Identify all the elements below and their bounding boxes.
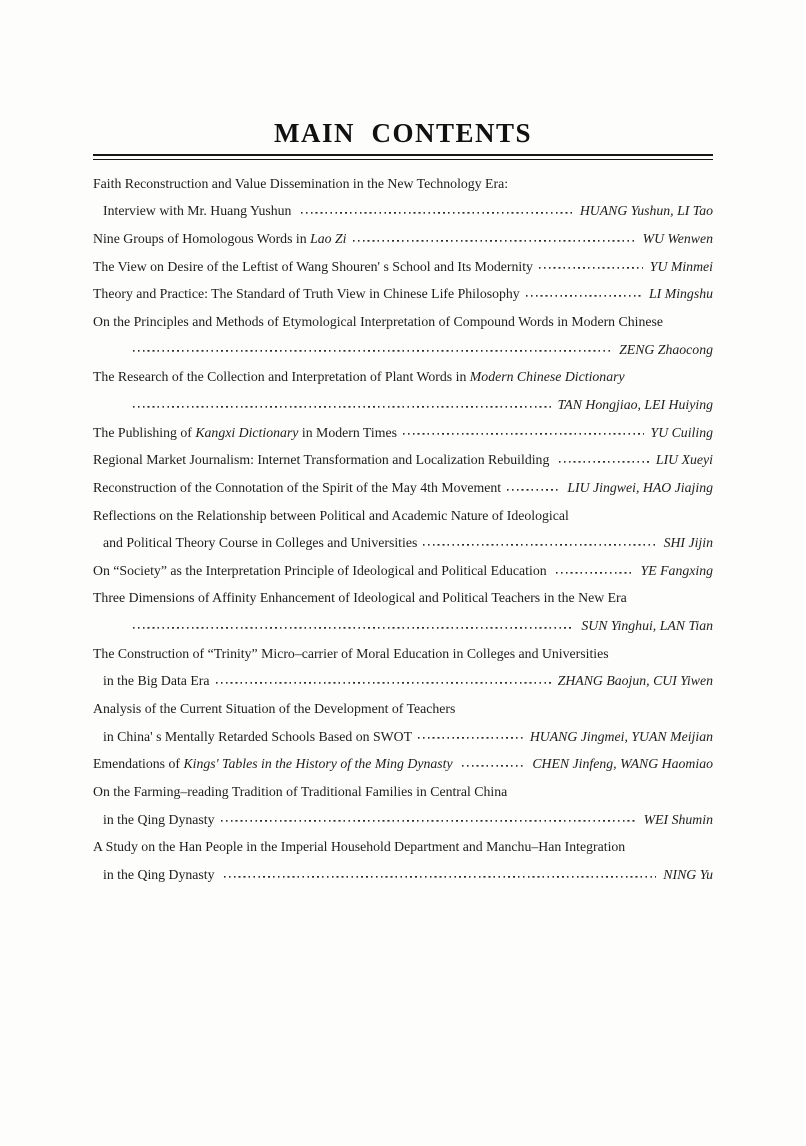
dotted-leader — [507, 474, 560, 502]
toc-entry-title-text: A Study on the Han People in the Imperial Household Department and Manchu–Han Integration — [93, 839, 626, 855]
toc-line — [93, 281, 713, 309]
toc-entry-text — [103, 535, 417, 551]
dotted-leader — [559, 446, 649, 474]
toc-authors: YE Fangxing — [640, 562, 713, 578]
toc-entry-text — [93, 369, 625, 385]
dotted-leader — [133, 391, 551, 419]
dotted-leader — [556, 557, 633, 585]
toc-authors: HUANG Yushun, LI Tao — [579, 203, 713, 219]
dotted-leader — [418, 723, 523, 751]
toc-line — [93, 668, 713, 696]
toc-authors: LIU Jingwei, HAO Jiajing — [567, 479, 713, 495]
toc-entry-title-italic: Kings' Tables in the History of the Ming Dynasty — [183, 756, 457, 772]
dotted-leader — [133, 336, 612, 364]
toc-line — [93, 806, 713, 834]
toc-entry-text — [93, 286, 520, 302]
dotted-leader — [133, 612, 574, 640]
toc-authors: NING Yu — [663, 866, 713, 882]
toc-authors: SHI Jijin — [663, 535, 713, 551]
toc-line — [93, 585, 713, 613]
double-rule-divider — [93, 154, 713, 160]
toc-entry-title-text: Theory and Practice: The Standard of Truth View in Chinese Life Philosophy — [93, 286, 520, 302]
toc-line — [93, 723, 713, 751]
toc-entry-title-text: in China' s Mentally Retarded Schools Based on SWOT — [103, 728, 413, 744]
dotted-leader — [423, 529, 656, 557]
toc-entry-text — [93, 480, 501, 496]
toc-line — [93, 308, 713, 336]
toc-line — [93, 474, 713, 502]
dotted-leader — [403, 419, 644, 447]
toc-line — [93, 502, 713, 530]
toc-entry-title-text: On the Farming–reading Tradition of Traditional Families in Central China — [93, 783, 508, 799]
toc-list — [93, 170, 713, 889]
toc-entry-text — [93, 425, 397, 441]
toc-entry-text — [93, 646, 609, 662]
toc-entry-title-text: Nine Groups of Homologous Words in — [93, 231, 311, 247]
toc-entry-text — [93, 314, 663, 330]
toc-entry-text — [93, 839, 625, 855]
toc-line — [93, 363, 713, 391]
toc-entry-title-italic: Lao Zi — [310, 231, 347, 247]
toc-entry-text — [93, 701, 455, 717]
toc-authors: YU Minmei — [649, 258, 713, 274]
toc-authors: LIU Xueyi — [655, 452, 713, 468]
toc-entry-text — [93, 231, 347, 247]
dotted-leader — [539, 253, 643, 281]
toc-entry-title-italic: Kangxi Dictionary — [195, 424, 299, 440]
toc-line — [93, 419, 713, 447]
toc-entry-text — [93, 563, 550, 579]
toc-entry-title-italic: Modern Chinese Dictionary — [469, 369, 625, 385]
toc-entry-title-text: On the Principles and Methods of Etymological Interpretation of Compound Words in Modern Chinese — [93, 314, 663, 330]
toc-entry-title-text: Regional Market Journalism: Internet Transformation and Localization Rebuilding — [93, 452, 553, 468]
toc-line — [93, 253, 713, 281]
dotted-leader — [224, 861, 656, 889]
toc-line — [93, 640, 713, 668]
toc-entry-title-text: in the Big Data Era — [103, 673, 210, 689]
toc-entry-title-text: Emendations of — [93, 756, 184, 772]
toc-line — [93, 557, 713, 585]
toc-entry-title-text: On “Society” as the Interpretation Principle of Ideological and Political Education — [93, 562, 551, 578]
toc-entry-text — [103, 729, 412, 745]
toc-entry-text — [93, 259, 533, 275]
toc-entry-text — [103, 812, 215, 828]
toc-authors: LI Mingshu — [648, 286, 713, 302]
toc-entry-title-text: in the Qing Dynasty — [103, 811, 215, 827]
toc-line — [93, 391, 713, 419]
toc-authors: TAN Hongjiao, LEI Huiying — [557, 396, 713, 412]
toc-entry-title-text: The Publishing of — [93, 424, 196, 440]
toc-authors: ZHANG Baojun, CUI Yiwen — [557, 673, 713, 689]
toc-entry-text — [93, 452, 553, 468]
toc-entry-text — [103, 203, 295, 219]
toc-entry-title-text: Three Dimensions of Affinity Enhancement of Ideological and Political Teachers in the New Era — [93, 590, 627, 606]
toc-entry-title-text: Interview with Mr. Huang Yushun — [103, 203, 295, 219]
toc-line — [93, 198, 713, 226]
toc-authors: WEI Shumin — [643, 811, 713, 827]
toc-entry-title-text: Analysis of the Current Situation of the Development of Teachers — [93, 700, 456, 716]
toc-line — [93, 446, 713, 474]
toc-entry-title-text: Faith Reconstruction and Value Dissemination in the New Technology Era: — [93, 175, 509, 191]
toc-entry-text — [93, 508, 569, 524]
toc-authors: SUN Yinghui, LAN Tian — [581, 618, 713, 634]
toc-authors: WU Wenwen — [642, 231, 713, 247]
toc-authors: CHEN Jinfeng, WANG Haomiao — [532, 756, 713, 772]
toc-line — [93, 695, 713, 723]
dotted-leader — [353, 225, 636, 253]
toc-entry-title-text: The View on Desire of the Leftist of Wang Shouren' s School and Its Modernity — [93, 258, 533, 274]
toc-line — [93, 833, 713, 861]
toc-line — [93, 529, 713, 557]
toc-line — [93, 750, 713, 778]
toc-authors: HUANG Jingmei, YUAN Meijian — [529, 728, 713, 744]
toc-line — [93, 861, 713, 889]
toc-line — [93, 612, 713, 640]
page-title: MAIN CONTENTS — [273, 118, 533, 148]
toc-line — [93, 336, 713, 364]
toc-line — [93, 778, 713, 806]
toc-entry-text — [93, 784, 507, 800]
toc-entry-title-text: and Political Theory Course in Colleges and Universities — [103, 535, 418, 551]
dotted-leader — [301, 198, 573, 226]
toc-entry-text — [93, 756, 456, 772]
toc-line — [93, 170, 713, 198]
toc-authors: YU Cuiling — [650, 424, 713, 440]
toc-entry-text — [93, 590, 627, 606]
dotted-leader — [462, 750, 525, 778]
toc-entry-title-text: Reflections on the Relationship between Political and Academic Nature of Ideological — [93, 507, 569, 523]
toc-entry-title-text: The Research of the Collection and Interpretation of Plant Words in — [93, 369, 470, 385]
toc-entry-title-text: The Construction of “Trinity” Micro–carrier of Moral Education in Colleges and Universities — [93, 645, 609, 661]
dotted-leader — [526, 281, 642, 309]
toc-entry-title-text: Reconstruction of the Connotation of the Spirit of the May 4th Movement — [93, 479, 502, 495]
toc-line — [93, 225, 713, 253]
toc-authors: ZENG Zhaocong — [619, 341, 713, 357]
dotted-leader — [221, 806, 637, 834]
toc-entry-title-text: in the Qing Dynasty — [103, 866, 218, 882]
dotted-leader — [216, 668, 551, 696]
toc-entry-text — [93, 176, 508, 192]
toc-entry-text — [103, 673, 210, 689]
toc-entry-text — [103, 867, 218, 883]
toc-entry-title-text: in Modern Times — [298, 424, 397, 440]
